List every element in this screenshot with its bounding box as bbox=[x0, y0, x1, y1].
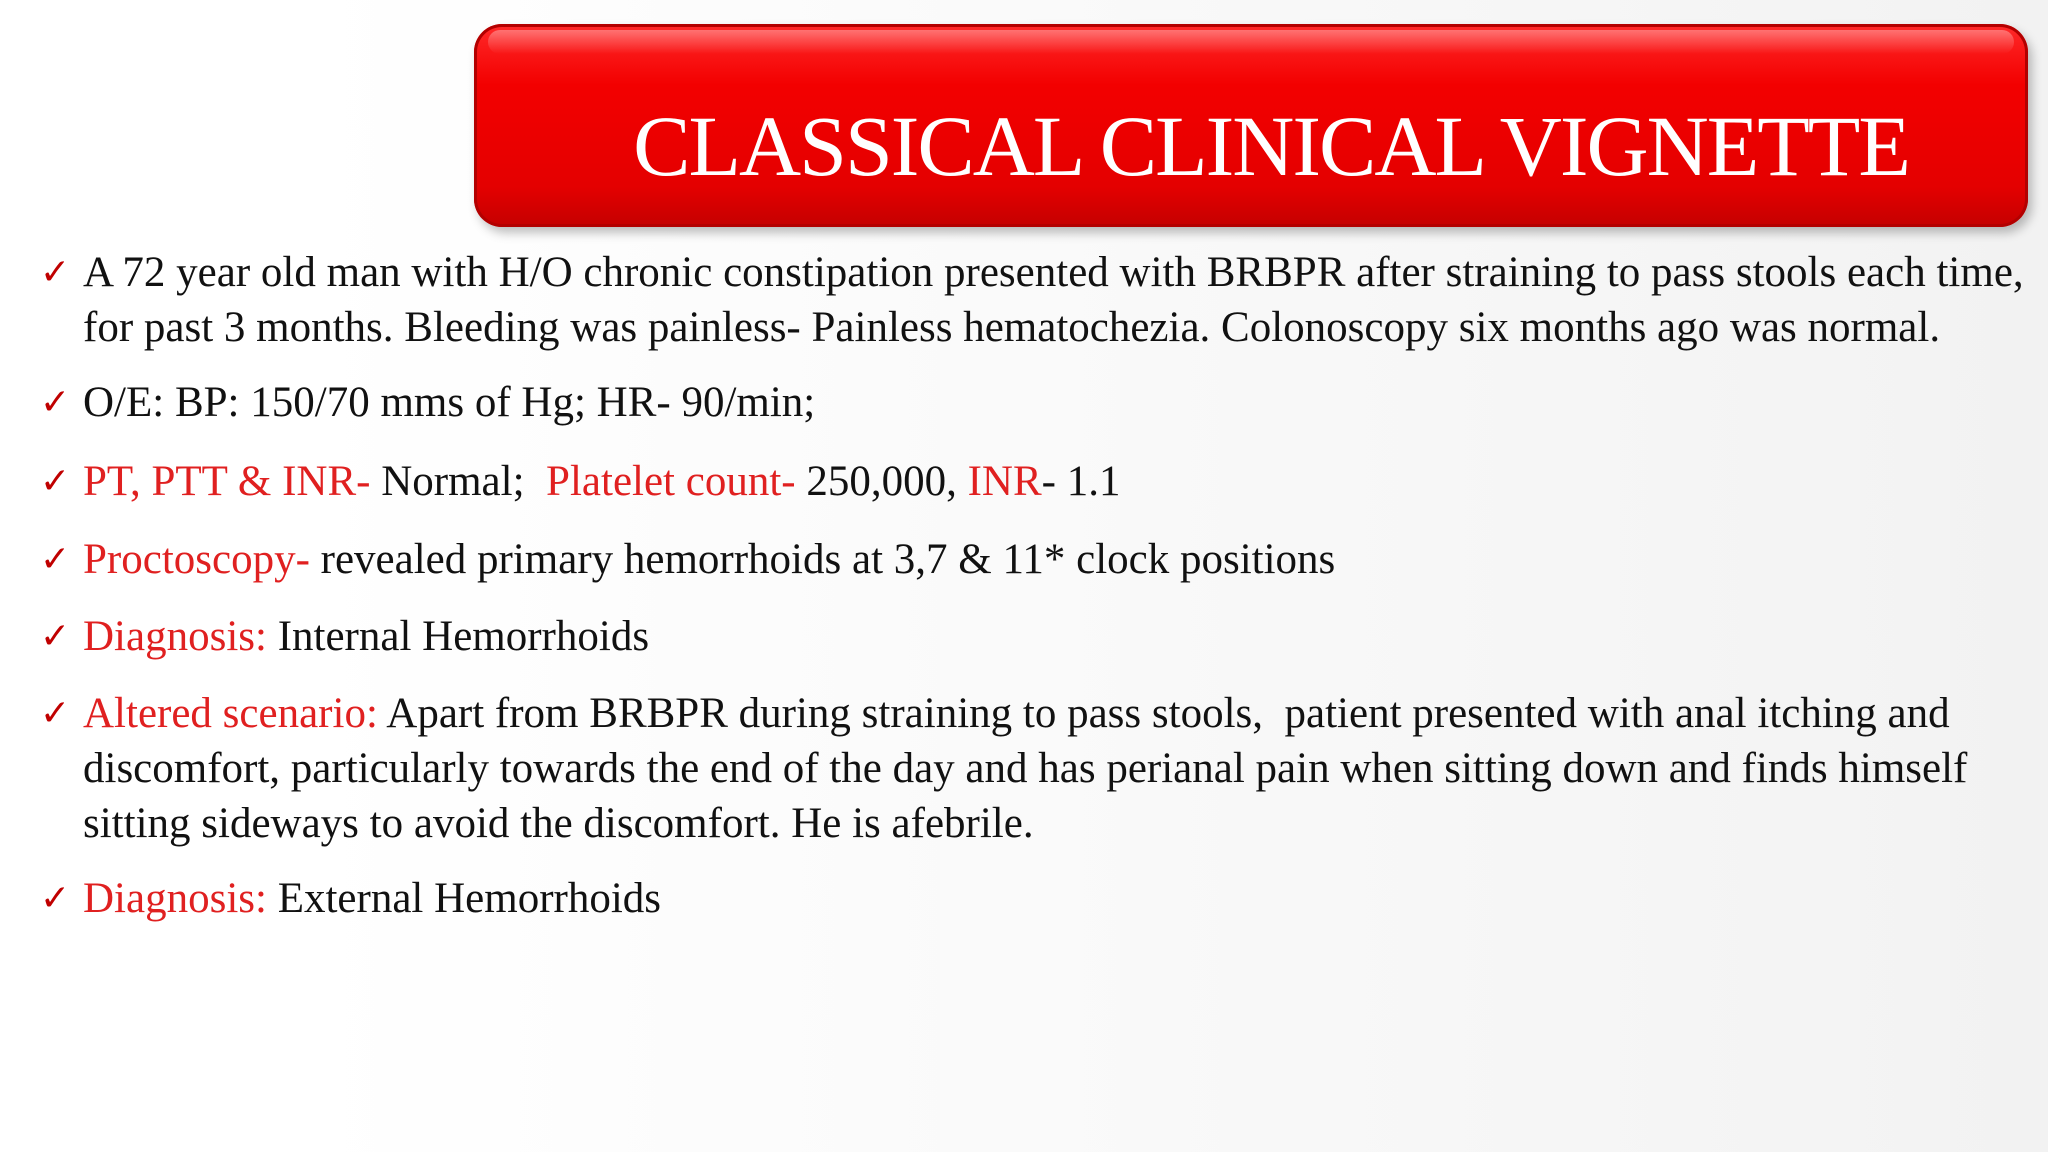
platelet-value: 250,000, bbox=[795, 458, 968, 505]
checkmark-icon: ✓ bbox=[40, 616, 71, 657]
inr-label: INR bbox=[967, 458, 1042, 505]
checkmark-icon: ✓ bbox=[40, 252, 71, 293]
checkmark-icon: ✓ bbox=[40, 878, 71, 919]
altered-scenario-label: Altered scenario: bbox=[83, 690, 378, 737]
checkmark-icon: ✓ bbox=[40, 461, 71, 502]
examination-text: O/E: BP: 150/70 mms of Hg; HR- 90/min; bbox=[83, 379, 816, 426]
bullet-item-proctoscopy bbox=[40, 532, 2025, 587]
bullet-item-history bbox=[40, 245, 2025, 355]
diagnosis-text: External Hemorrhoids bbox=[266, 875, 662, 922]
title-banner bbox=[474, 24, 2028, 227]
bullet-item-examination bbox=[40, 375, 2025, 430]
platelet-label: Platelet count- bbox=[546, 458, 796, 505]
inr-value: - 1.1 bbox=[1041, 458, 1121, 505]
diagnosis-text: Internal Hemorrhoids bbox=[266, 613, 650, 660]
altered-scenario-text: Apart from BRBPR during straining to pass stools, patient presented with anal itching and discomfort, particularly towards the end of the day and has perianal pain when sitting down and finds himself sitting sideways to avoid the discomfort. He is afebrile. bbox=[83, 690, 1979, 847]
diagnosis-label: Diagnosis: bbox=[83, 875, 267, 922]
bullet-item-coagulation bbox=[40, 454, 2025, 509]
proctoscopy-text: revealed primary hemorrhoids at 3,7 & 11* clock positions bbox=[309, 536, 1336, 583]
coagulation-value: Normal; bbox=[370, 458, 547, 505]
bullet-item-altered-scenario bbox=[40, 686, 2025, 851]
checkmark-icon: ✓ bbox=[40, 539, 71, 580]
history-text: A 72 year old man with H/O chronic constipation presented with BRBPR after straining to pass stools each time, for past 3 months. Bleeding was painless- Painless hematochezia. Colonoscopy six months ago was normal. bbox=[83, 249, 2024, 351]
bullet-item-diagnosis-internal bbox=[40, 609, 2025, 664]
bullet-item-diagnosis-external bbox=[40, 871, 2025, 926]
checkmark-icon: ✓ bbox=[40, 382, 71, 423]
slide-title: CLASSICAL CLINICAL VIGNETTE bbox=[633, 98, 1909, 194]
diagnosis-label: Diagnosis: bbox=[83, 613, 267, 660]
proctoscopy-label: Proctoscopy- bbox=[83, 536, 310, 583]
bullet-list bbox=[40, 245, 2025, 944]
coagulation-label: PT, PTT & INR- bbox=[83, 458, 371, 505]
checkmark-icon: ✓ bbox=[40, 693, 71, 734]
